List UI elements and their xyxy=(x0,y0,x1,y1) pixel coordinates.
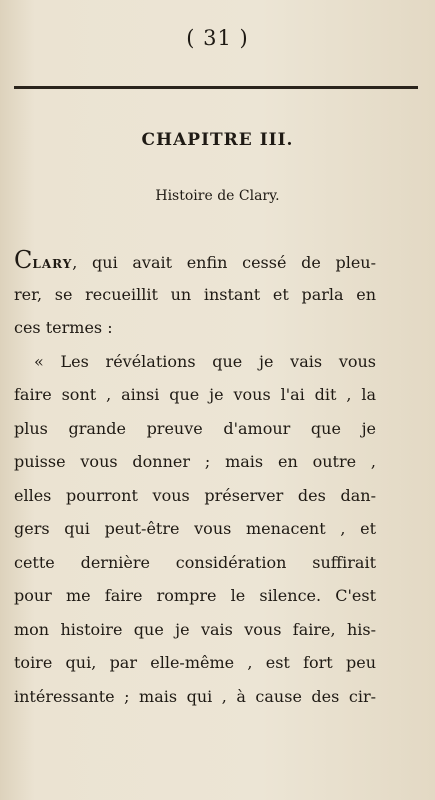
text-line: faire sont , ainsi que je vous l'ai dit , la xyxy=(14,385,376,404)
text-line: pour me faire rompre le silence. C'est xyxy=(14,586,376,605)
text-line: plus grande preuve d'amour que je xyxy=(14,418,376,438)
text-line: « Les révélations que je vais vous xyxy=(34,351,376,371)
drop-cap: C xyxy=(14,246,33,274)
text-line: intéressante ; mais qui , à cause des cir- xyxy=(14,686,376,706)
line-text: , qui avait enfin cessé de pleu- xyxy=(72,253,376,272)
text-line: ces termes : xyxy=(14,318,113,337)
text-line: mon histoire que je vais vous faire, his- xyxy=(14,619,376,639)
text-line: toire qui, par elle-même , est fort peu xyxy=(14,653,376,672)
text-line: rer, se recueillit un instant et parla en xyxy=(14,284,376,304)
text-line: elles pourront vous préserver des dan- xyxy=(14,485,376,505)
text-line: cette dernière considération suffirait xyxy=(14,552,376,572)
body-text xyxy=(14,244,376,713)
text-line: puisse vous donner ; mais en outre , xyxy=(14,452,376,471)
chapter-subtitle: Histoire de Clary. xyxy=(155,188,280,204)
chapter-title: CHAPITRE III. xyxy=(141,130,294,150)
page-number: ( 31 ) xyxy=(186,26,249,50)
text-line: gers qui peut-être vous menacent , et xyxy=(14,519,376,538)
text-line xyxy=(14,244,376,278)
name-smallcaps: LARY xyxy=(32,257,73,271)
header-rule xyxy=(14,86,418,89)
